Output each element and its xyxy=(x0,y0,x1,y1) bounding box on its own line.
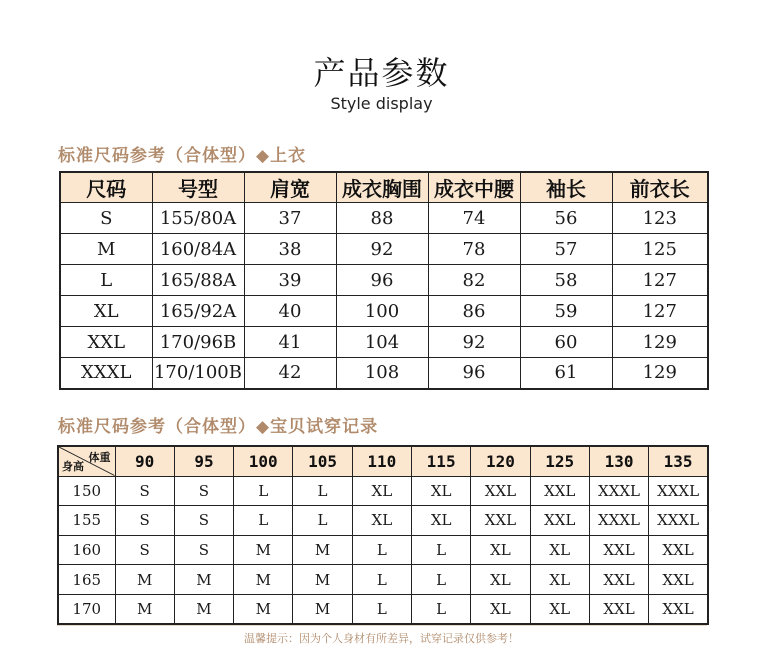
height-cell: 150 xyxy=(58,476,115,506)
fitting-record-header-row xyxy=(58,446,708,476)
size-cell: XL xyxy=(471,594,530,624)
size-cell: M xyxy=(234,535,293,565)
column-header: 号型 xyxy=(152,172,244,203)
weight-header: 130 xyxy=(589,446,648,476)
size-cell: L xyxy=(293,506,352,536)
size-cell: L xyxy=(352,565,411,595)
weight-header: 100 xyxy=(234,446,293,476)
table-cell: 123 xyxy=(612,203,708,234)
table-cell: 88 xyxy=(336,203,428,234)
height-cell: 170 xyxy=(58,594,115,624)
table-row xyxy=(58,594,708,624)
table-row xyxy=(60,265,708,296)
size-cell: L xyxy=(411,594,470,624)
size-cell: XL xyxy=(530,565,589,595)
table-cell: 165/88A xyxy=(152,265,244,296)
table-cell: 165/92A xyxy=(152,296,244,327)
size-cell: L xyxy=(411,565,470,595)
fitting-record-table xyxy=(57,445,709,625)
weight-header: 95 xyxy=(174,446,233,476)
table-cell: 40 xyxy=(244,296,336,327)
table-cell: 127 xyxy=(612,296,708,327)
table-row xyxy=(60,296,708,327)
size-cell: M xyxy=(293,565,352,595)
table-row xyxy=(60,358,708,389)
table-row xyxy=(58,535,708,565)
size-cell: M xyxy=(234,565,293,595)
size-cell: XXL xyxy=(649,535,708,565)
size-cell: XL xyxy=(471,565,530,595)
table-cell: 57 xyxy=(520,234,612,265)
table-cell: 39 xyxy=(244,265,336,296)
size-cell: XXXL xyxy=(649,506,708,536)
column-header: 成衣中腰 xyxy=(428,172,520,203)
page-title: 产品参数 xyxy=(313,54,450,92)
table-cell: 100 xyxy=(336,296,428,327)
table-cell: M xyxy=(60,234,152,265)
table-cell: 59 xyxy=(520,296,612,327)
table-cell: 61 xyxy=(520,358,612,389)
column-header: 成衣胸围 xyxy=(336,172,428,203)
size-cell: XXL xyxy=(589,565,648,595)
table-row xyxy=(58,565,708,595)
table-cell: 42 xyxy=(244,358,336,389)
table-cell: 78 xyxy=(428,234,520,265)
size-cell: XL xyxy=(352,476,411,506)
size-cell: L xyxy=(411,535,470,565)
table-cell: 58 xyxy=(520,265,612,296)
table-cell: 86 xyxy=(428,296,520,327)
table-cell: 56 xyxy=(520,203,612,234)
table-row xyxy=(60,203,708,234)
table-cell: XXXL xyxy=(60,358,152,389)
table-row xyxy=(60,327,708,358)
size-cell: XXL xyxy=(649,565,708,595)
table-cell: 129 xyxy=(612,327,708,358)
table-cell: L xyxy=(60,265,152,296)
table-cell: 82 xyxy=(428,265,520,296)
size-cell: L xyxy=(234,506,293,536)
size-cell: XL xyxy=(411,506,470,536)
weight-axis-label: 体重 xyxy=(88,451,111,464)
column-header: 肩宽 xyxy=(244,172,336,203)
table-cell: 104 xyxy=(336,327,428,358)
weight-header: 105 xyxy=(293,446,352,476)
size-cell: XXXL xyxy=(649,476,708,506)
corner-header xyxy=(58,446,115,476)
height-cell: 155 xyxy=(58,506,115,536)
footer-note: 温馨提示：因为个人身材有所差异，试穿记录仅供参考！ xyxy=(244,632,519,645)
table-cell: 60 xyxy=(520,327,612,358)
size-cell: XXL xyxy=(530,476,589,506)
size-cell: XL xyxy=(411,476,470,506)
table-cell: 41 xyxy=(244,327,336,358)
table-row xyxy=(58,476,708,506)
table-cell: 127 xyxy=(612,265,708,296)
column-header: 尺码 xyxy=(60,172,152,203)
size-cell: XXL xyxy=(471,506,530,536)
table-cell: 96 xyxy=(428,358,520,389)
size-cell: L xyxy=(352,535,411,565)
size-cell: S xyxy=(174,476,233,506)
table-cell: 74 xyxy=(428,203,520,234)
size-cell: XXL xyxy=(589,594,648,624)
footer-divider xyxy=(57,625,707,626)
weight-header: 125 xyxy=(530,446,589,476)
fitting-record-label: 标准尺码参考（合体型）◆宝贝试穿记录 xyxy=(58,417,379,437)
size-cell: M xyxy=(234,594,293,624)
size-cell: S xyxy=(115,506,174,536)
size-chart-table xyxy=(59,171,709,390)
column-header: 袖长 xyxy=(520,172,612,203)
height-cell: 160 xyxy=(58,535,115,565)
table-cell: 92 xyxy=(336,234,428,265)
size-cell: XXL xyxy=(589,535,648,565)
size-cell: S xyxy=(115,476,174,506)
size-chart-label: 标准尺码参考（合体型）◆上衣 xyxy=(58,146,307,166)
size-cell: M xyxy=(174,565,233,595)
table-row xyxy=(60,234,708,265)
table-cell: 96 xyxy=(336,265,428,296)
table-cell: 38 xyxy=(244,234,336,265)
size-cell: S xyxy=(174,506,233,536)
size-cell: XXL xyxy=(471,476,530,506)
table-cell: 155/80A xyxy=(152,203,244,234)
weight-header: 120 xyxy=(471,446,530,476)
size-cell: L xyxy=(352,594,411,624)
height-axis-label: 身高 xyxy=(62,459,84,473)
size-cell: XL xyxy=(530,594,589,624)
size-cell: S xyxy=(115,535,174,565)
size-cell: XXL xyxy=(530,506,589,536)
size-cell: XXL xyxy=(649,594,708,624)
table-cell: 170/100B xyxy=(152,358,244,389)
size-cell: L xyxy=(234,476,293,506)
size-cell: L xyxy=(293,476,352,506)
weight-header: 90 xyxy=(115,446,174,476)
table-cell: 129 xyxy=(612,358,708,389)
size-cell: M xyxy=(174,594,233,624)
size-cell: M xyxy=(293,594,352,624)
column-header: 前衣长 xyxy=(612,172,708,203)
size-cell: XL xyxy=(352,506,411,536)
weight-header: 110 xyxy=(352,446,411,476)
table-cell: XXL xyxy=(60,327,152,358)
size-cell: XL xyxy=(530,535,589,565)
page-subtitle: Style display xyxy=(330,94,433,113)
table-cell: 37 xyxy=(244,203,336,234)
size-cell: M xyxy=(115,594,174,624)
table-cell: 108 xyxy=(336,358,428,389)
weight-header: 115 xyxy=(411,446,470,476)
table-cell: S xyxy=(60,203,152,234)
table-cell: 160/84A xyxy=(152,234,244,265)
size-cell: XXXL xyxy=(589,506,648,536)
size-cell: M xyxy=(115,565,174,595)
table-cell: 170/96B xyxy=(152,327,244,358)
table-cell: XL xyxy=(60,296,152,327)
table-cell: 125 xyxy=(612,234,708,265)
size-cell: S xyxy=(174,535,233,565)
table-cell: 92 xyxy=(428,327,520,358)
size-chart-header-row xyxy=(60,172,708,203)
size-cell: M xyxy=(293,535,352,565)
size-cell: XXXL xyxy=(589,476,648,506)
table-row xyxy=(58,506,708,536)
size-cell: XL xyxy=(471,535,530,565)
height-cell: 165 xyxy=(58,565,115,595)
weight-header: 135 xyxy=(649,446,708,476)
